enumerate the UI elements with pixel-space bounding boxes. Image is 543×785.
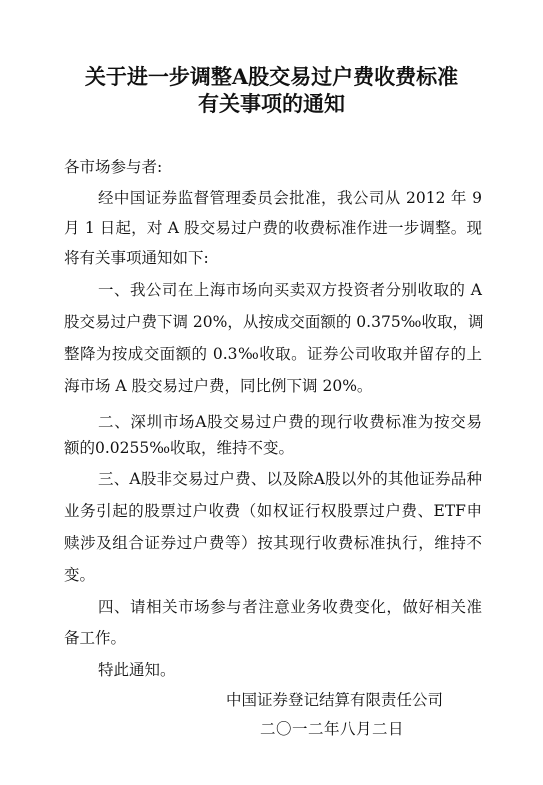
item4-line-2: 备工作。	[64, 629, 127, 647]
item1-line-2: 股交易过户费下调 20%，从按成交面额的 0.375‰收取，调	[64, 313, 484, 331]
item2-line-2: 额的0.0255‰收取，维持不变。	[64, 439, 295, 457]
item3-line-4: 变。	[64, 566, 96, 584]
title-line-2: 有关事项的通知	[198, 91, 345, 116]
item1-line-4: 海市场 A 股交易过户费，同比例下调 20%。	[64, 377, 373, 395]
item1-line-1: 一、我公司在上海市场向买卖双方投资者分别收取的 A	[98, 281, 482, 299]
item3-line-1: 三、A股非交易过户费、以及除A股以外的其他证券品种	[98, 470, 482, 488]
item4-line-1: 四、请相关市场参与者注意业务收费变化，做好相关准	[98, 598, 482, 616]
signature-date: 二〇一二年八月二日	[260, 720, 405, 738]
item1-line-3: 整降为按成交面额的 0.3‰收取。证券公司收取并留存的上	[64, 345, 482, 363]
intro-line-2: 月 1 日起，对 A 股交易过户费的收费标准作进一步调整。现	[64, 219, 482, 237]
item2-line-1: 二、深圳市场A股交易过户费的现行收费标准为按交易	[98, 413, 482, 431]
item3-line-3: 赎涉及组合证券过户费等）按其现行收费标准执行，维持不	[64, 534, 482, 552]
salutation: 各市场参与者:	[64, 158, 163, 176]
intro-line-1: 经中国证券监督管理委员会批准，我公司从 2012 年 9	[98, 189, 482, 207]
intro-line-3: 将有关事项通知如下:	[64, 249, 209, 267]
signature-organization: 中国证券登记结算有限责任公司	[226, 691, 444, 709]
title-line-1: 关于进一步调整A股交易过户费收费标准	[84, 64, 459, 89]
closing-text: 特此通知。	[98, 661, 176, 679]
item3-line-2: 业务引起的股票过户收费（如权证行权股票过户费、ETF申	[64, 502, 482, 520]
